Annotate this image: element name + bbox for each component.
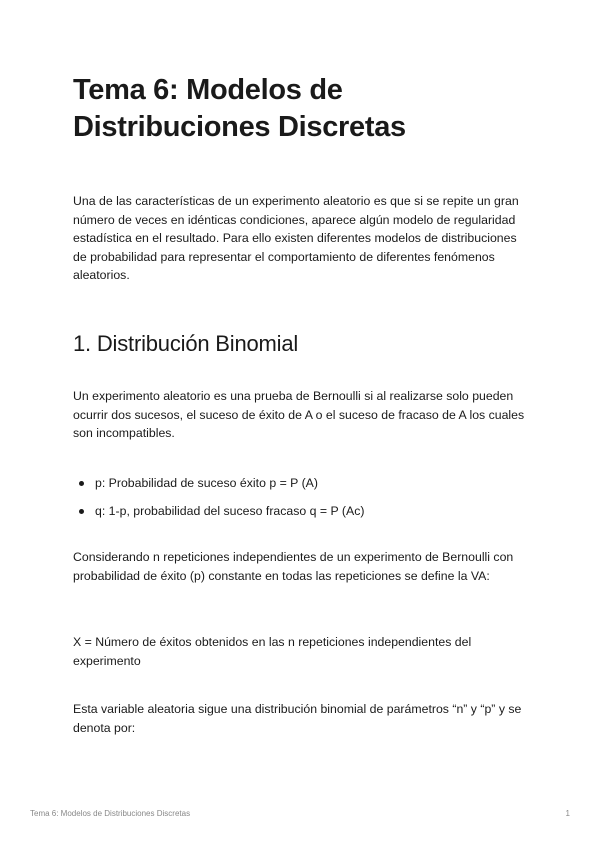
title-line-2: Distribuciones Discretas: [73, 111, 406, 143]
x-definition-paragraph: X = Número de éxitos obtenidos en las n repeticiones independientes del experimento: [73, 635, 472, 668]
bullet-icon: [79, 481, 84, 486]
list-item-text: p: Probabilidad de suceso éxito p = P (A): [95, 476, 318, 490]
section-heading-binomial: 1. Distribución Binomial: [73, 331, 299, 356]
bernoulli-paragraph: Un experimento aleatorio es una prueba de Bernoulli si al realizarse solo pueden ocurrir dos sucesos, el suceso de éxito de A o el suceso de fracaso de A los cuales son incompatibles.: [73, 389, 525, 441]
bullet-icon: [79, 509, 84, 514]
intro-paragraph: Una de las características de un experimento aleatorio es que si se repite un gran número de veces en idénticas condiciones, aparece algún modelo de regularidad estadística en el resultado. Para ello existen diferentes modelos de distribuciones de probabilidad para representar el comportamiento de diferentes fenómenos aleatorios.: [73, 194, 519, 283]
list-item: [73, 474, 531, 502]
binomial-paragraph: Esta variable aleatoria sigue una distribución binomial de parámetros “n” y “p” y se denota por:: [73, 702, 522, 735]
document-title: [73, 72, 531, 146]
title-line-1: Tema 6: Modelos de: [73, 74, 343, 106]
list-item: [73, 502, 531, 530]
footer-page-number: 1: [565, 809, 570, 818]
probability-list: [73, 474, 531, 530]
repeticiones-paragraph: Considerando n repeticiones independientes de un experimento de Bernoulli con probabilidad de éxito (p) constante en todas las repeticiones se define la VA:: [73, 550, 514, 583]
list-item-text: q: 1-p, probabilidad del suceso fracaso q = P (Ac): [95, 504, 365, 518]
footer-running-title: Tema 6: Modelos de Distribuciones Discretas: [30, 809, 191, 818]
